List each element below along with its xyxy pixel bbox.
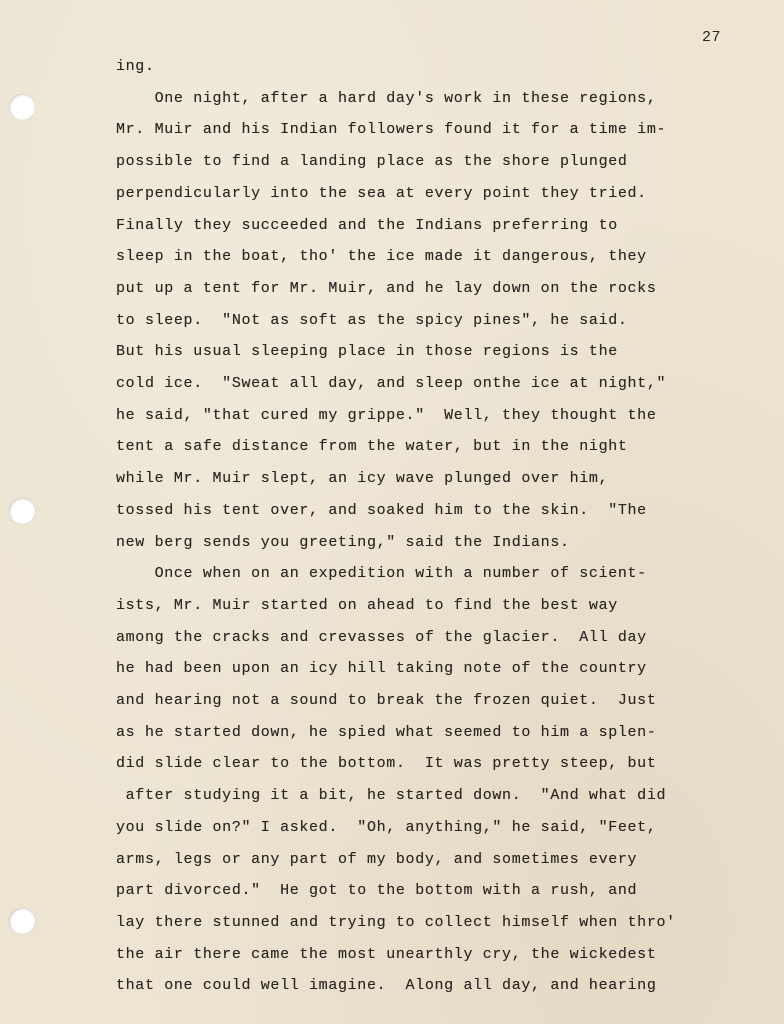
text-line: he said, "that cured my grippe." Well, they thought the <box>116 406 657 424</box>
text-line: while Mr. Muir slept, an icy wave plunged over him, <box>116 470 609 488</box>
text-line: as he started down, he spied what seemed to him a splen- <box>116 723 657 741</box>
page-number: 27 <box>702 29 722 46</box>
text-line: new berg sends you greeting," said the Indians. <box>116 533 570 551</box>
text-line: tossed his tent over, and soaked him to the skin. "The <box>116 501 647 519</box>
text-line: after studying it a bit, he started down. "And what did <box>116 787 667 805</box>
text-line: Finally they succeeded and the Indians preferring to <box>116 216 618 234</box>
text-line: he had been upon an icy hill taking note of the country <box>116 660 647 678</box>
text-line: arms, legs or any part of my body, and sometimes every <box>116 850 638 868</box>
text-line: lay there stunned and trying to collect himself when thro' <box>116 913 676 931</box>
text-line: possible to find a landing place as the shore plunged <box>116 153 628 171</box>
text-line: cold ice. "Sweat all day, and sleep onthe ice at night," <box>116 375 667 392</box>
text-line: perpendicularly into the sea at every point they tried. <box>116 184 647 202</box>
text-line: you slide on?" I asked. "Oh, anything," he said, "Feet, <box>116 818 657 836</box>
text-line: did slide clear to the bottom. It was pretty steep, but <box>116 755 657 773</box>
text-line: put up a tent for Mr. Muir, and he lay down on the rocks <box>116 279 657 297</box>
text-line: that one could well imagine. Along all day, and hearing <box>116 977 657 995</box>
text-line: Mr. Muir and his Indian followers found it for a time im- <box>116 121 667 139</box>
text-line: One night, after a hard day's work in these regions, <box>116 89 657 107</box>
punch-hole <box>9 94 35 120</box>
punch-hole <box>9 908 35 934</box>
text-line: ists, Mr. Muir started on ahead to find the best way <box>116 596 618 614</box>
text-line: ing. <box>116 58 155 75</box>
text-line: sleep in the boat, tho' the ice made it dangerous, they <box>116 248 647 266</box>
text-line: part divorced." He got to the bottom with a rush, and <box>116 882 638 900</box>
text-line: But his usual sleeping place in those regions is the <box>116 343 618 361</box>
text-line: among the cracks and crevasses of the glacier. All day <box>116 628 647 646</box>
text-line: to sleep. "Not as soft as the spicy pines", he said. <box>116 311 628 329</box>
text-line: and hearing not a sound to break the frozen quiet. Just <box>116 692 657 709</box>
punch-hole <box>9 498 35 524</box>
text-line: tent a safe distance from the water, but in the night <box>116 438 628 456</box>
text-line: the air there came the most unearthly cry, the wickedest <box>116 945 657 963</box>
text-line: Once when on an expedition with a number of scient- <box>116 565 647 583</box>
